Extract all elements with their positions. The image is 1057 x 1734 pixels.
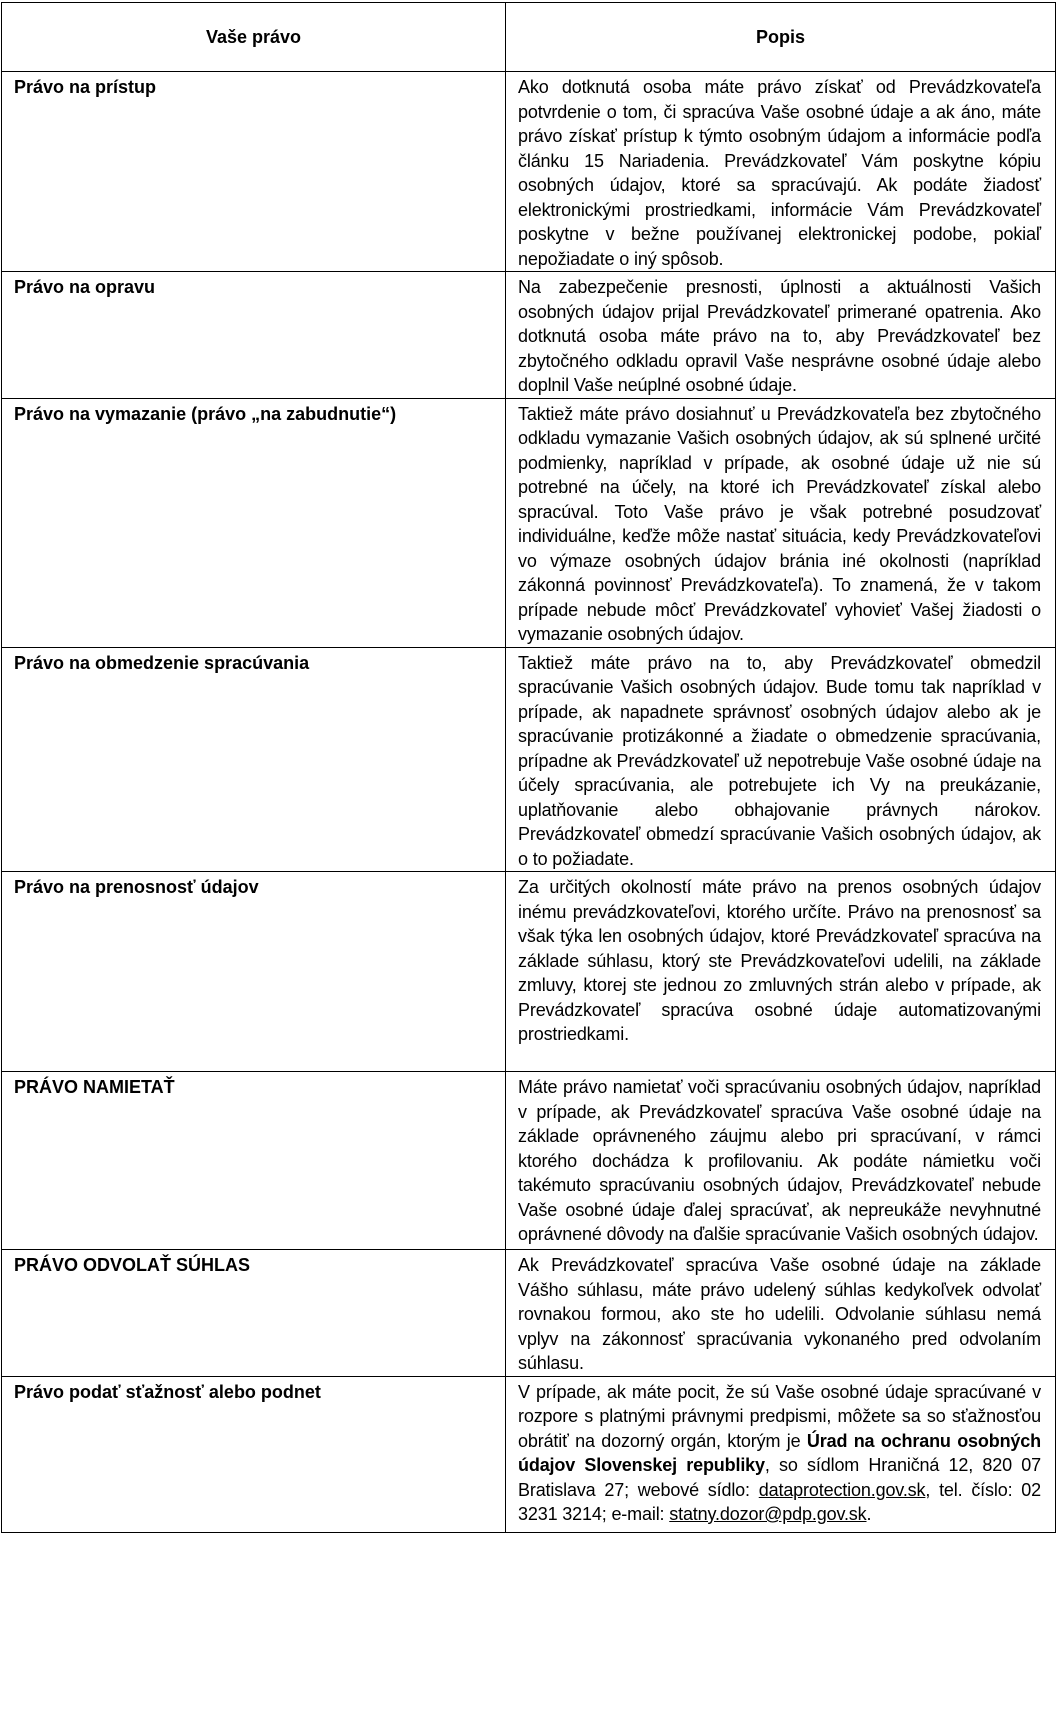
right-name: Právo na obmedzenie spracúvania — [2, 647, 506, 872]
right-name: Právo podať sťažnosť alebo podnet — [2, 1376, 506, 1532]
right-description: Na zabezpečenie presnosti, úplnosti a aktuálnosti Vašich osobných údajov prijal Prevádzkovateľ primerané opatrenia. Ako dotknutá osoba máte právo na to, aby Prevádzkovateľ bez zbytočného odkladu opravil Vaše nesprávne osobné údaje alebo doplnil Vaše neúplné osobné údaje. — [506, 272, 1056, 399]
right-name: Právo na prenosnosť údajov — [2, 872, 506, 1072]
complaint-end: . — [866, 1504, 872, 1524]
phone-text: , tel. číslo: 02 3231 3214; e-mail: — [518, 1479, 1041, 1524]
table-row-portability — [2, 872, 1056, 1072]
right-description: Za určitých okolností máte právo na prenos osobných údajov inému prevádzkovateľovi, ktorého určíte. Právo na prenosnosť sa však týka len osobných údajov, ktoré Prevádzkovateľ spracúva na základe súhlasu, ktorý ste Prevádzkovateľovi udelili, na základe zmluvy, ktorej ste jednou zo zmluvných strán alebo v prípade, ak Prevádzkovateľ spracúva osobné údaje automatizovanými prostriedkami. — [506, 872, 1056, 1072]
table-row-erasure — [2, 398, 1056, 647]
email-link[interactable]: statny.dozor@pdp.gov.sk — [669, 1504, 867, 1524]
table-row-objection — [2, 1072, 1056, 1250]
right-description: Máte právo namietať voči spracúvaniu osobných údajov, napríklad v prípade, ak Prevádzkovateľ spracúva Vaše osobné údaje na základe oprávneného záujmu alebo pri spracúvaní, v rámci ktorého dochádza k profilovaniu. Ak podáte námietku voči takémuto spracúvaniu osobných údajov, Prevádzkovateľ nebude Vaše osobné údaje ďalej spracúvať, ak nepreukáže nevyhnutné oprávnené dôvody na ďalšie spracúvanie Vašich osobných údajov. — [506, 1072, 1056, 1250]
table-row-restriction — [2, 647, 1056, 872]
right-description: Ako dotknutá osoba máte právo získať od Prevádzkovateľa potvrdenie o tom, či spracúva Vaše osobné údaje a ak áno, máte právo získať prístup k týmto osobným údajom a informácie podľa článku 15 Nariadenia. Prevádzkovateľ Vám poskytne kópiu osobných údajov, ktoré sa spracúvajú. Ak podáte žiadosť elektronickými prostriedkami, informácie Vám Prevádzkovateľ poskytne v bežne používanej elektronickej podobe, pokiaľ nepožiadate o iný spôsob. — [506, 72, 1056, 272]
authority-address: , so sídlom Hraničná 12, 820 07 Bratislava 27; webové sídlo: — [518, 1455, 1041, 1500]
column-header-right: Vaše právo — [2, 3, 506, 72]
table-row-consent-withdrawal — [2, 1250, 1056, 1377]
complaint-intro: V prípade, ak máte pocit, že sú Vaše osobné údaje spracúvané v rozpore s platnými právnymi predpismi, môžete sa so sťažnosťou obrátiť na dozorný orgán, ktorým je — [518, 1381, 1041, 1451]
column-header-description: Popis — [506, 3, 1056, 72]
right-name: Právo na vymazanie (právo „na zabudnutie“) — [2, 398, 506, 647]
right-description: Ak Prevádzkovateľ spracúva Vaše osobné údaje na základe Vášho súhlasu, máte právo udelený súhlas kedykoľvek odvolať rovnakou formou, ako ste ho udelili. Odvolanie súhlasu nemá vplyv na zákonnosť spracúvania vykonaného pred odvolaním súhlasu. — [506, 1250, 1056, 1377]
right-name: PRÁVO ODVOLAŤ SÚHLAS — [2, 1250, 506, 1377]
table-row-complaint — [2, 1376, 1056, 1532]
table-row-access — [2, 72, 1056, 272]
right-name: Právo na opravu — [2, 272, 506, 399]
website-link[interactable]: dataprotection.gov.sk — [758, 1479, 926, 1500]
table-header-row — [2, 3, 1056, 72]
authority-name: Úrad na ochranu osobných údajov Slovenskej republiky — [518, 1430, 1041, 1475]
right-description: Taktiež máte právo na to, aby Prevádzkovateľ obmedzil spracúvanie Vašich osobných údajov. Bude tomu tak napríklad v prípade, ak napadnete správnosť osobných údajov alebo ak je spracúvanie protizákonné a žiadate o obmedzenie spracúvania, prípadne ak Prevádzkovateľ už nepotrebuje Vaše osobné údaje na účely spracúvania, ale potrebujete ich Vy na preukázanie, uplatňovanie alebo obhajovanie právnych nárokov. Prevádzkovateľ obmedzí spracúvanie Vašich osobných údajov, ak o to požiadate. — [506, 647, 1056, 872]
right-description: Taktiež máte právo dosiahnuť u Prevádzkovateľa bez zbytočného odkladu vymazanie Vašich osobných údajov, ak sú splnené určité podmienky, napríklad v prípade, ak osobné údaje už nie sú potrebné na účely, na ktoré ich Prevádzkovateľ získal alebo spracúval. Toto Vaše právo je však potrebné posudzovať individuálne, keďže môže nastať situácia, kedy Prevádzkovateľovi vo výmaze osobných údajov bránia iné okolnosti (napríklad zákonná povinnosť Prevádzkovateľa). To znamená, že v takom prípade nebude môcť Prevádzkovateľ vyhovieť Vašej žiadosti o vymazanie osobných údajov. — [506, 398, 1056, 647]
right-name: Právo na prístup — [2, 72, 506, 272]
complaint-paragraph — [518, 1380, 1041, 1527]
right-name: PRÁVO NAMIETAŤ — [2, 1072, 506, 1250]
right-description — [506, 1376, 1056, 1532]
table-row-rectification — [2, 272, 1056, 399]
rights-table — [1, 2, 1056, 1533]
